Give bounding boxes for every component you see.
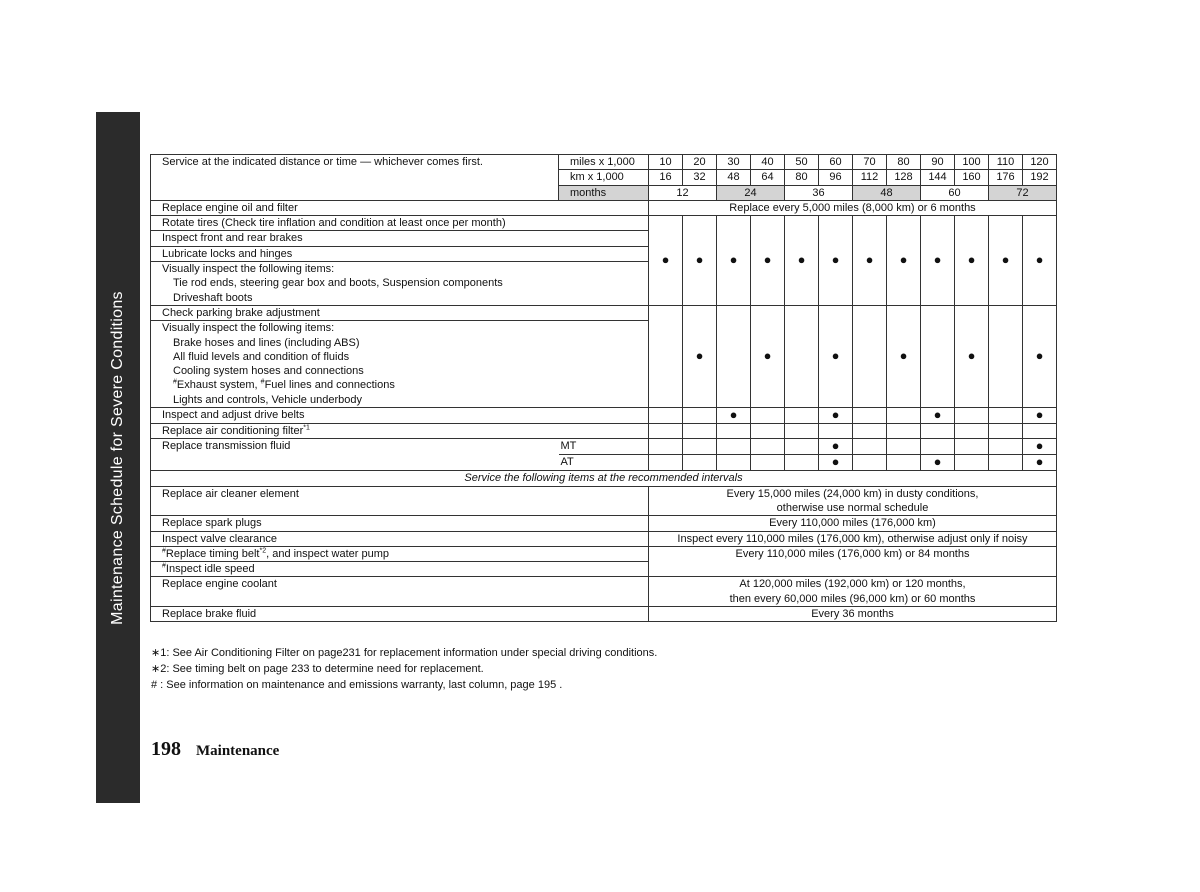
service-dot: ● [695,348,704,363]
interval-cell [1023,455,1057,471]
service-dot: ● [729,407,738,423]
schedule-row [151,577,1057,592]
interval-cell [955,216,989,306]
schedule-row [151,200,1057,215]
interval-cell [955,439,989,455]
item-label: Inspect and adjust drive belts [151,408,649,424]
header-row-km [151,170,1057,185]
interval-cell [717,424,751,439]
interval-cell [751,408,785,424]
interval-cell [717,408,751,424]
interval-text: Inspect every 110,000 miles (176,000 km), otherwise adjust only if noisy [649,531,1057,546]
schedule-row [151,562,1057,577]
miles-value: 110 [989,155,1023,170]
km-label: km x 1,000 [559,170,649,185]
item-label: Visually inspect the following items: [151,262,649,277]
miles-value: 20 [683,155,717,170]
interval-cell [717,216,751,306]
miles-value: 90 [921,155,955,170]
schedule-row [151,439,1057,455]
interval-cell [887,408,921,424]
item-label: #Inspect idle speed [151,562,649,577]
km-value: 96 [819,170,853,185]
item-sublabel: Lights and controls, Vehicle underbody [151,393,649,408]
service-dot: ● [1035,252,1044,268]
months-value: 24 [717,185,785,200]
interval-cell [853,439,887,455]
interval-cell [1023,408,1057,424]
interval-cell [887,424,921,439]
service-dot: ● [899,252,908,268]
interval-cell [785,455,819,471]
item-sublabel: Cooling system hoses and connections [151,364,649,378]
item-label: Replace engine oil and filter [151,200,649,215]
interval-cell [819,439,853,455]
miles-value: 50 [785,155,819,170]
schedule-row [151,501,1057,516]
interval-cell [785,424,819,439]
months-value: 48 [853,185,921,200]
interval-cell [649,408,683,424]
schedule-row [151,424,1057,439]
service-dot: ● [695,252,704,268]
interval-cell [683,424,717,439]
interval-cell [683,455,717,471]
service-dot: ● [831,454,840,470]
miles-value: 30 [717,155,751,170]
service-dot: ● [1035,407,1044,423]
interval-cell [887,455,921,471]
interval-text: At 120,000 miles (192,000 km) or 120 months, [649,577,1057,592]
interval-text: Every 110,000 miles (176,000 km) or 84 months [649,546,1057,561]
interval-cell [717,305,751,407]
item-label: Visually inspect the following items: [151,321,649,336]
service-dot: ● [729,252,738,268]
item-label: Replace air conditioning filter$^{*1}$ [151,424,649,439]
trans-at: AT [559,455,649,471]
service-dot: ● [763,348,772,363]
miles-value: 80 [887,155,921,170]
interval-cell [853,455,887,471]
item-label: Replace engine coolant [151,577,649,592]
schedule-row [151,607,1057,622]
service-dot: ● [831,438,840,454]
interval-cell [921,305,955,407]
item-sublabel: Brake hoses and lines (including ABS) [151,336,649,350]
service-dot: ● [1035,348,1044,363]
item-label: Replace air cleaner element [151,486,649,501]
schedule-row [151,408,1057,424]
interval-cell [989,216,1023,306]
interval-cell [955,424,989,439]
interval-cell [819,455,853,471]
header-row-miles [151,155,1057,170]
interval-cell [955,455,989,471]
km-value: 128 [887,170,921,185]
item-sublabel: Driveshaft boots [151,291,649,306]
service-dot: ● [831,348,840,363]
interval-cell [785,216,819,306]
item-label: Replace transmission fluid [151,439,559,455]
item-label: #Replace timing belt$^{*2}$, and inspect water pump [151,546,649,561]
km-value: 16 [649,170,683,185]
schedule-row [151,516,1057,531]
miles-value: 40 [751,155,785,170]
item-label: Inspect front and rear brakes [151,231,649,246]
miles-value: 100 [955,155,989,170]
interval-cell [785,305,819,407]
km-value: 80 [785,170,819,185]
interval-cell [1023,439,1057,455]
interval-text: Every 15,000 miles (24,000 km) in dusty conditions, [649,486,1057,501]
months-value: 12 [649,185,717,200]
interval-cell [751,439,785,455]
item-label: Replace brake fluid [151,607,649,622]
item-sublabel: Tie rod ends, steering gear box and boots, Suspension components [151,276,649,290]
km-value: 192 [1023,170,1057,185]
interval-cell [649,424,683,439]
interval-cell [921,455,955,471]
km-value: 64 [751,170,785,185]
interval-cell [683,408,717,424]
interval-cell [887,439,921,455]
interval-cell [1023,216,1057,306]
schedule-row [151,531,1057,546]
interval-text: then every 60,000 miles (96,000 km) or 60 months [649,592,1057,607]
service-dot: ● [1035,454,1044,470]
interval-text: Replace every 5,000 miles (8,000 km) or 6 months [649,200,1057,215]
item-label: Replace spark plugs [151,516,649,531]
interval-cell [819,408,853,424]
miles-value: 60 [819,155,853,170]
item-label: Lubricate locks and hinges [151,246,649,261]
service-dot: ● [661,252,670,268]
km-value: 176 [989,170,1023,185]
interval-cell [921,216,955,306]
interval-text: Every 36 months [649,607,1057,622]
interval-cell [649,439,683,455]
maintenance-schedule-table [150,154,1057,622]
footnote-2: ∗2: See timing belt on page 233 to determine need for replacement. [151,663,484,675]
footnote-3: # : See information on maintenance and emissions warranty, last column, page 195 . [151,679,563,691]
interval-cell [649,455,683,471]
interval-cell [649,216,683,306]
interval-cell [989,424,1023,439]
interval-cell [785,408,819,424]
interval-cell [751,305,785,407]
service-dot: ● [1035,438,1044,454]
service-dot: ● [831,407,840,423]
months-value: 36 [785,185,853,200]
service-dot: ● [1001,252,1010,268]
interval-cell [683,216,717,306]
item-sublabel: All fluid levels and condition of fluids [151,350,649,364]
service-dot: ● [933,454,942,470]
interval-cell [921,439,955,455]
interval-cell [853,216,887,306]
schedule-row [151,546,1057,561]
months-label: months [559,185,649,200]
interval-cell [1023,424,1057,439]
interval-cell [819,216,853,306]
item-sublabel: #Exhaust system, #Fuel lines and connections [151,378,649,392]
interval-cell [853,408,887,424]
interval-cell [989,455,1023,471]
interval-cell [683,439,717,455]
schedule-row [151,455,1057,471]
months-value: 72 [989,185,1057,200]
km-value: 144 [921,170,955,185]
schedule-row [151,486,1057,501]
interval-text: Every 110,000 miles (176,000 km) [649,516,1057,531]
service-dot: ● [967,348,976,363]
interval-cell [887,305,921,407]
service-dot: ● [865,252,874,268]
interval-cell [1023,305,1057,407]
interval-cell [785,439,819,455]
interval-cell [819,305,853,407]
service-dot: ● [933,252,942,268]
interval-cell [717,455,751,471]
interval-cell [751,424,785,439]
interval-cell [751,455,785,471]
intro-text: Service at the indicated distance or time — whichever comes first. [151,155,559,170]
miles-value: 70 [853,155,887,170]
footnote-1: ∗1: See Air Conditioning Filter on page231 for replacement information under special driving conditions. [151,647,658,659]
trans-mt: MT [559,439,649,455]
interval-cell [649,305,683,407]
interval-cell [955,408,989,424]
schedule-row [151,216,1057,231]
recommended-heading: Service the following items at the recommended intervals [151,471,1057,486]
km-value: 48 [717,170,751,185]
item-label: Rotate tires (Check tire inflation and condition at least once per month) [151,216,649,231]
interval-cell [921,424,955,439]
interval-cell [717,439,751,455]
service-dot: ● [967,252,976,268]
page-section-label: Maintenance [196,743,280,759]
item-label: Inspect valve clearance [151,531,649,546]
interval-cell [819,424,853,439]
service-dot: ● [831,252,840,268]
item-label: Check parking brake adjustment [151,305,649,320]
months-value: 60 [921,185,989,200]
interval-cell [989,408,1023,424]
service-dot: ● [899,348,908,363]
interval-cell [853,424,887,439]
miles-value: 10 [649,155,683,170]
interval-cell [989,305,1023,407]
km-value: 160 [955,170,989,185]
interval-cell [751,216,785,306]
schedule-row [151,305,1057,320]
interval-cell [683,305,717,407]
header-row-months [151,185,1057,200]
interval-cell [887,216,921,306]
section-heading-row [151,471,1057,486]
interval-cell [921,408,955,424]
interval-cell [853,305,887,407]
interval-text: otherwise use normal schedule [649,501,1057,516]
miles-label: miles x 1,000 [559,155,649,170]
km-value: 112 [853,170,887,185]
interval-cell [989,439,1023,455]
miles-value: 120 [1023,155,1057,170]
side-tab-title: Maintenance Schedule for Severe Conditions [109,291,126,625]
service-dot: ● [763,252,772,268]
schedule-row [151,592,1057,607]
service-dot: ● [797,252,806,268]
km-value: 32 [683,170,717,185]
interval-cell [955,305,989,407]
service-dot: ● [933,407,942,423]
page-number: 198 [151,738,181,760]
